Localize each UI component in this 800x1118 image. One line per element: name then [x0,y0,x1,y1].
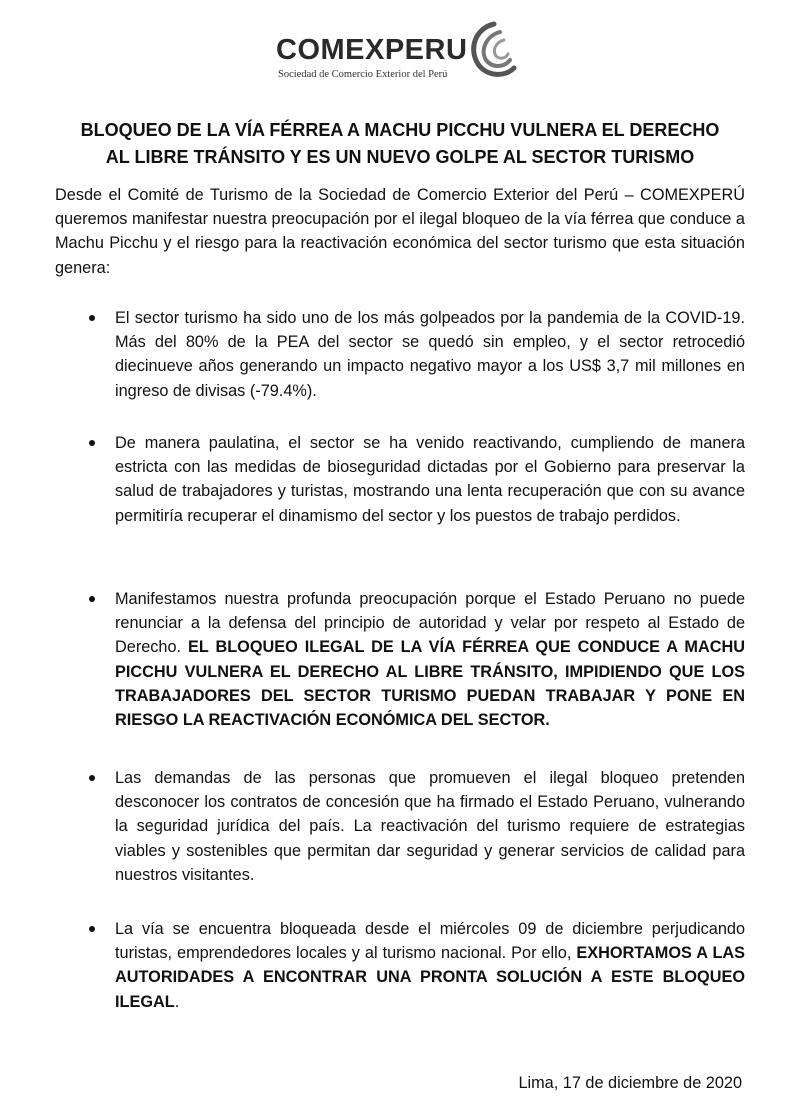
bullet-text: Las demandas de las personas que promueven el ilegal bloqueo pretenden desconocer los contratos de concesión que ha firmado el Estado Peruano, vulnerando la seguridad jurídica del país. La reactivación del turismo requiere de estrategias viables y sostenibles que permitan dar seguridad y generar servicios de calidad para nuestros visitantes. [115,769,745,884]
bullet-item-5 [115,917,745,1014]
bullet-dot-icon [89,315,95,321]
bullet-dot-icon [89,596,95,602]
bullet-dot-icon [89,775,95,781]
logo-subtitle: Sociedad de Comercio Exterior del Perú [278,69,448,80]
bullet-bold-text: EL BLOQUEO ILEGAL DE LA VÍA FÉRREA QUE CONDUCE A MACHU PICCHU VULNERA EL DERECHO AL LIBRE TRÁNSITO, IMPIDIENDO QUE LOS TRABAJADORES DEL SECTOR TURISMO PUEDAN TRABAJAR Y PONE EN RIESGO LA REACTIVACIÓN ECONÓMICA DEL SECTOR. [115,638,745,730]
bullet-text: El sector turismo ha sido uno de los más golpeados por la pandemia de la COVID-19. Más del 80% de la PEA del sector se quedó sin empleo, y el sector retrocedió diecinueve años generando un impacto negativo mayor a los US$ 3,7 mil millones en ingreso de divisas (-79.4%). [115,309,745,400]
bullet-text: Manifestamos nuestra profunda preocupación porque el Estado Peruano no puede renunciar a la defensa del principio de autoridad y velar por respeto al Estado de Derecho. [115,590,745,657]
bullet-tail-text: . [174,992,180,1011]
bullet-bold-text: EXHORTAMOS A LAS AUTORIDADES A ENCONTRAR UNA PRONTA SOLUCIÓN A ESTE BLOQUEO ILEGAL [115,944,746,1011]
comexperu-logo [276,18,526,88]
bullet-dot-icon [89,440,95,446]
document-title [40,117,760,171]
bullet-dot-icon [89,926,95,932]
swirl-logo-icon [464,18,520,84]
bullet-item-1 [115,306,745,403]
date-signature: Lima, 17 de diciembre de 2020 [518,1074,742,1092]
bullet-text: De manera paulatina, el sector se ha venido reactivando, cumpliendo de manera estricta con las medidas de bioseguridad dictadas por el Gobierno para preservar la salud de trabajadores y turistas, mostrando una lenta recuperación que con su avance permitiría recuperar el dinamismo del sector y los puestos de trabajo perdidos. [115,434,745,525]
intro-paragraph: Desde el Comité de Turismo de la Sociedad de Comercio Exterior del Perú – COMEXPERÚ queremos manifestar nuestra preocupación por el ilegal bloqueo de la vía férrea que conduce a Machu Picchu y el riesgo para la reactivación económica del sector turismo que esta situación genera: [55,186,745,277]
bullet-item-4 [115,766,745,887]
bullet-item-2 [115,431,745,528]
title-line-2: AL LIBRE TRÁNSITO Y ES UN NUEVO GOLPE AL SECTOR TURISMO [105,147,695,167]
logo-wordmark: COMEXPERU [276,34,468,66]
title-line-1: BLOQUEO DE LA VÍA FÉRREA A MACHU PICCHU VULNERA EL DERECHO [80,120,720,140]
bullet-text: La vía se encuentra bloqueada desde el miércoles 09 de diciembre perjudicando turistas, emprendedores locales y al turismo nacional. Por ello, [115,920,745,963]
bullet-item-3 [115,587,745,732]
